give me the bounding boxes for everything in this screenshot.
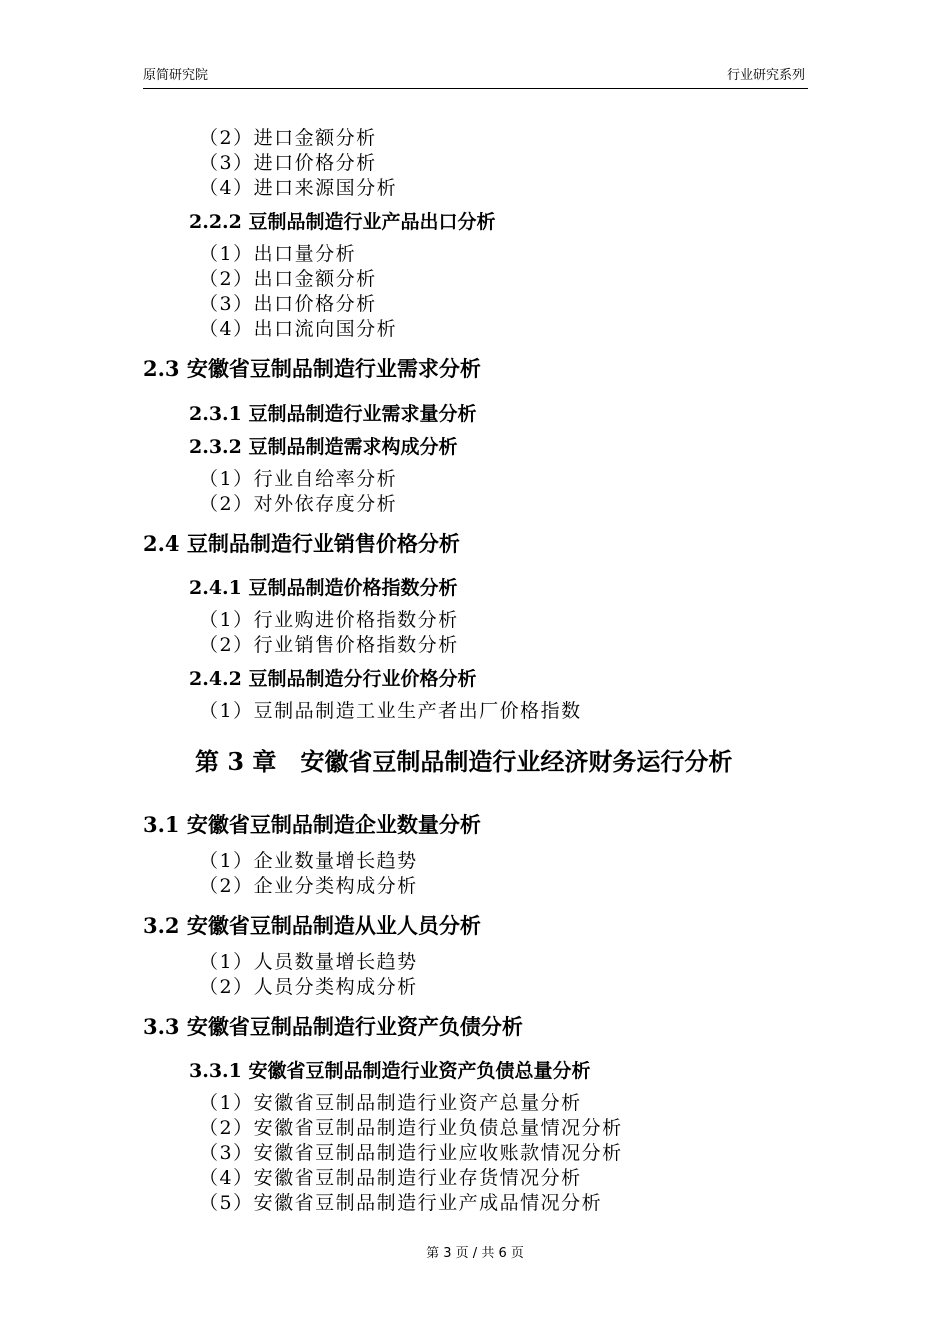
toc-item: （3）安徽省豆制品制造行业应收账款情况分析 [199, 1142, 623, 1164]
toc-item: （1）行业自给率分析 [199, 468, 398, 490]
toc-item: （3）出口价格分析 [199, 293, 377, 315]
toc-item: （4）进口来源国分析 [199, 177, 398, 199]
toc-section-heading: 3.2 安徽省豆制品制造从业人员分析 [143, 913, 481, 938]
toc-item: （2）进口金额分析 [199, 127, 377, 149]
toc-item: （4）出口流向国分析 [199, 318, 398, 340]
toc-item: （2）人员分类构成分析 [199, 976, 418, 998]
toc-subsection-heading: 2.4.1 豆制品制造价格指数分析 [189, 577, 458, 599]
toc-subsection-heading: 2.2.2 豆制品制造行业产品出口分析 [189, 211, 496, 233]
toc-item: （1）人员数量增长趋势 [199, 951, 418, 973]
toc-item: （1）豆制品制造工业生产者出厂价格指数 [199, 700, 582, 722]
toc-section-heading: 2.3 安徽省豆制品制造行业需求分析 [143, 356, 481, 381]
header-publisher: 原简研究院 [143, 68, 209, 83]
toc-chapter-heading: 第 3 章 安徽省豆制品制造行业经济财务运行分析 [195, 747, 733, 776]
toc-item: （1）行业购进价格指数分析 [199, 609, 459, 631]
toc-subsection-heading: 2.3.2 豆制品制造需求构成分析 [189, 436, 458, 458]
toc-item: （2）企业分类构成分析 [199, 875, 418, 897]
toc-item: （3）进口价格分析 [199, 152, 377, 174]
toc-subsection-heading: 3.3.1 安徽省豆制品制造行业资产负债总量分析 [189, 1060, 591, 1082]
toc-item: （1）企业数量增长趋势 [199, 850, 418, 872]
toc-item: （2）行业销售价格指数分析 [199, 634, 459, 656]
page-number: 第 3 页 / 共 6 页 [426, 1246, 524, 1261]
toc-item: （4）安徽省豆制品制造行业存货情况分析 [199, 1167, 582, 1189]
toc-item: （2）安徽省豆制品制造行业负债总量情况分析 [199, 1117, 623, 1139]
header-divider [143, 88, 808, 89]
toc-item: （1）安徽省豆制品制造行业资产总量分析 [199, 1092, 582, 1114]
toc-item: （2）出口金额分析 [199, 268, 377, 290]
header-series: 行业研究系列 [726, 68, 805, 83]
toc-item: （2）对外依存度分析 [199, 493, 398, 515]
toc-item: （1）出口量分析 [199, 243, 357, 265]
toc-section-heading: 3.3 安徽省豆制品制造行业资产负债分析 [143, 1014, 523, 1039]
toc-section-heading: 2.4 豆制品制造行业销售价格分析 [143, 531, 460, 556]
toc-subsection-heading: 2.4.2 豆制品制造分行业价格分析 [189, 668, 477, 690]
toc-section-heading: 3.1 安徽省豆制品制造企业数量分析 [143, 812, 481, 837]
toc-subsection-heading: 2.3.1 豆制品制造行业需求量分析 [189, 403, 477, 425]
toc-item: （5）安徽省豆制品制造行业产成品情况分析 [199, 1192, 603, 1214]
